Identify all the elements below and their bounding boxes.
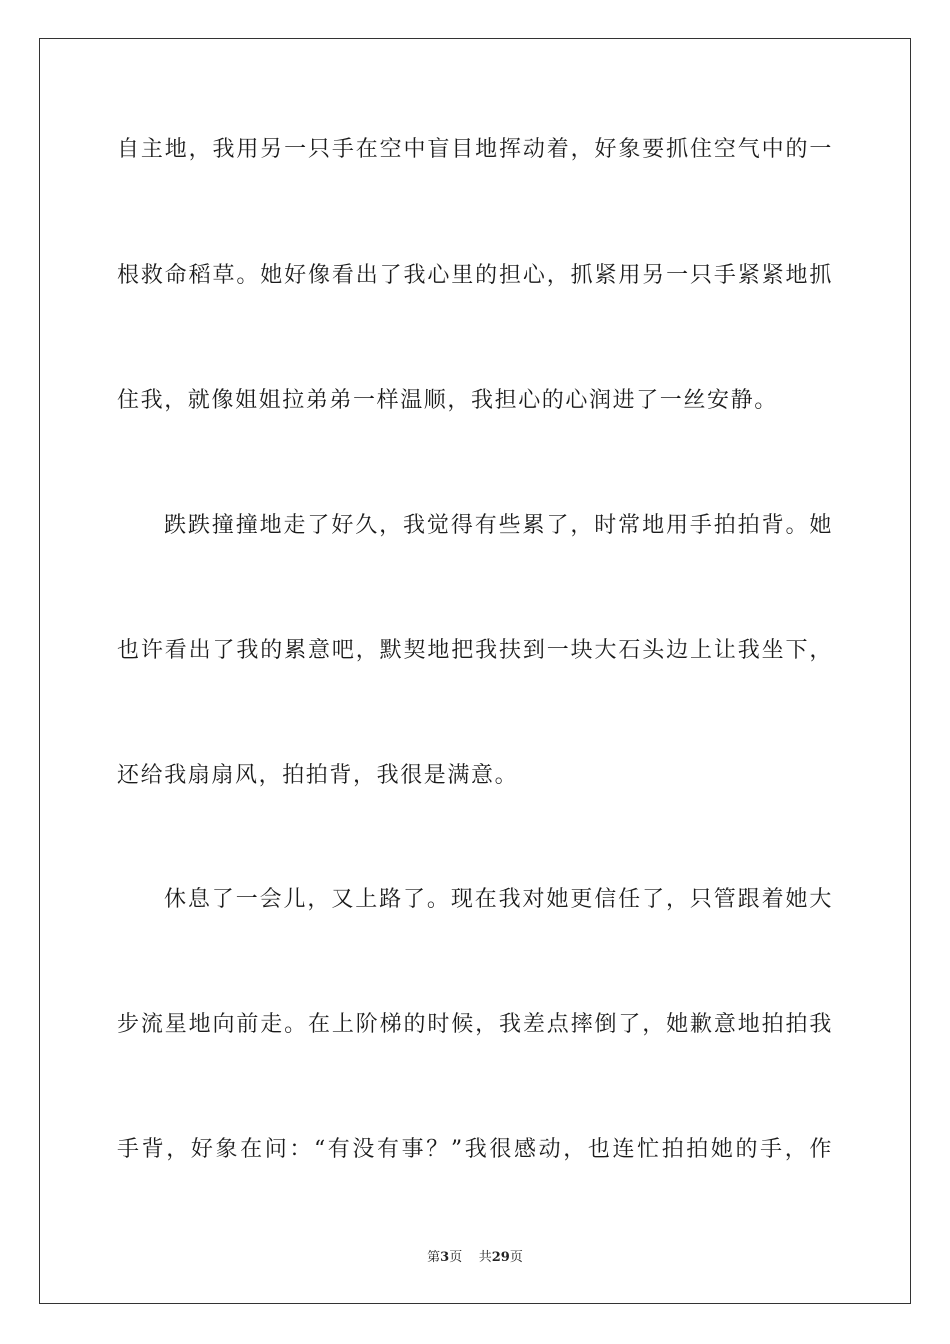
- total-pages: 29: [491, 1250, 510, 1265]
- page-border: [39, 38, 911, 1304]
- text-line-7: 休息了一会儿，又上路了。现在我对她更信任了，只管跟着她大: [164, 887, 833, 912]
- page-prefix: 第: [427, 1250, 441, 1265]
- text-line-4: 跌跌撞撞地走了好久，我觉得有些累了，时常地用手拍拍背。她: [164, 513, 833, 538]
- text-line-3: 住我，就像姐姐拉弟弟一样温顺，我担心的心润进了一丝安静。: [117, 388, 778, 413]
- page-suffix: 页: [449, 1250, 463, 1265]
- text-line-9: 手背，好象在问：“有没有事？”我很感动，也连忙拍拍她的手，作: [117, 1137, 833, 1162]
- page-footer: [0, 1246, 950, 1265]
- total-prefix: 共: [478, 1250, 492, 1265]
- text-line-2: 根救命稻草。她好像看出了我心里的担心，抓紧用另一只手紧紧地抓: [117, 263, 833, 288]
- text-line-6: 还给我扇扇风，拍拍背，我很是满意。: [117, 763, 519, 788]
- page-number: 3: [440, 1250, 450, 1265]
- total-suffix: 页: [509, 1250, 523, 1265]
- text-line-8: 步流星地向前走。在上阶梯的时候，我差点摔倒了，她歉意地拍拍我: [117, 1012, 833, 1037]
- text-line-5: 也许看出了我的累意吧，默契地把我扶到一块大石头边上让我坐下，: [117, 638, 833, 663]
- text-line-1: 自主地，我用另一只手在空中盲目地挥动着，好象要抓住空气中的一: [117, 137, 833, 162]
